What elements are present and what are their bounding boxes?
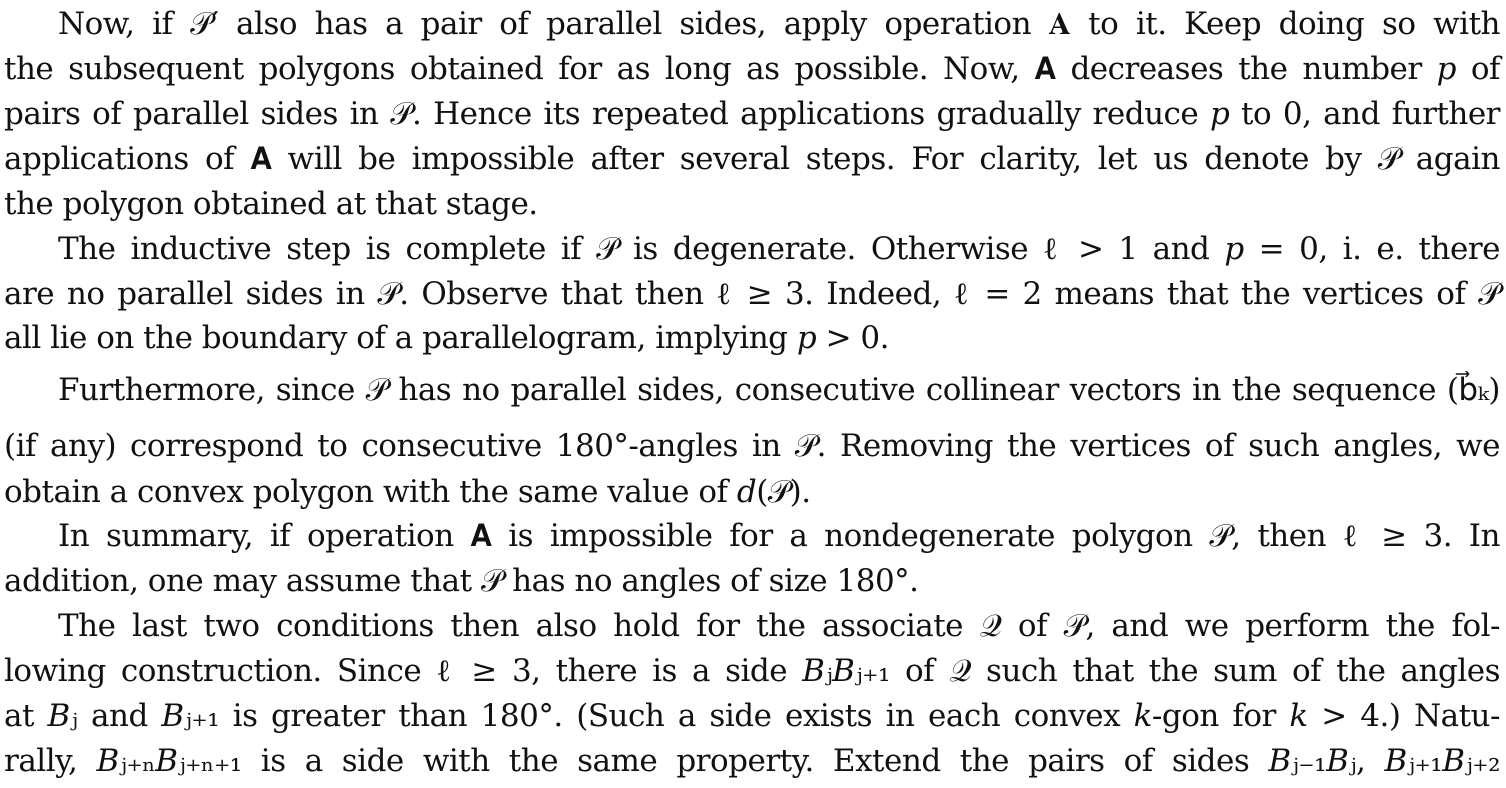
text-line: the polygon obtained at that stage.	[4, 186, 538, 222]
text-line: Now, if 𝒫′ also has a pair of parallel sides, apply operation 𝐀 to it. Keep doing so with	[58, 6, 1500, 42]
text-line: The last two conditions then also hold for the associate 𝒬 of 𝒫, and we perform the fol-	[58, 608, 1500, 644]
text-line: pairs of parallel sides in 𝒫. Hence its repeated applications gradually reduce 𝑝 to 0, and further	[4, 96, 1500, 132]
text-line: at 𝐵ⱼ and 𝐵ⱼ₊₁ is greater than 180°. (Such a side exists in each convex 𝑘-gon for 𝑘 > 4.) Natu-	[4, 698, 1500, 734]
text-line: the subsequent polygons obtained for as long as possible. Now, 𝐀 decreases the number 𝑝 of	[4, 51, 1500, 87]
text-line: all lie on the boundary of a parallelogram, implying 𝑝 > 0.	[4, 320, 889, 356]
text-line: addition, one may assume that 𝒫 has no angles of size 180°.	[4, 563, 919, 599]
text-line: obtain a convex polygon with the same value of 𝑑(𝒫).	[4, 474, 811, 510]
text-line: are no parallel sides in 𝒫. Observe that then ℓ ≥ 3. Indeed, ℓ = 2 means that the vertices of 𝒫	[4, 276, 1500, 312]
text-line: (if any) correspond to consecutive 180°-angles in 𝒫. Removing the vertices of such angles, we	[4, 428, 1500, 464]
text-line: The inductive step is complete if 𝒫 is degenerate. Otherwise ℓ > 1 and 𝑝 = 0, i. e. there	[58, 231, 1500, 267]
text-line: lowing construction. Since ℓ ≥ 3, there is a side 𝐵ⱼ𝐵ⱼ₊₁ of 𝒬 such that the sum of the angles	[4, 653, 1500, 689]
text-line: rally, 𝐵ⱼ₊ₙ𝐵ⱼ₊ₙ₊₁ is a side with the same property. Extend the pairs of sides 𝐵ⱼ₋₁𝐵ⱼ, 𝐵ⱼ₊₁𝐵ⱼ₊₂	[4, 743, 1500, 779]
text-line: In summary, if operation 𝐀 is impossible for a nondegenerate polygon 𝒫, then ℓ ≥ 3. In	[58, 518, 1500, 554]
text-line: Furthermore, since 𝒫 has no parallel sides, consecutive collinear vectors in the sequence (b⃗ₖ)	[58, 372, 1500, 408]
text-line: applications of 𝐀 will be impossible after several steps. For clarity, let us denote by 𝒫 again	[4, 141, 1500, 177]
